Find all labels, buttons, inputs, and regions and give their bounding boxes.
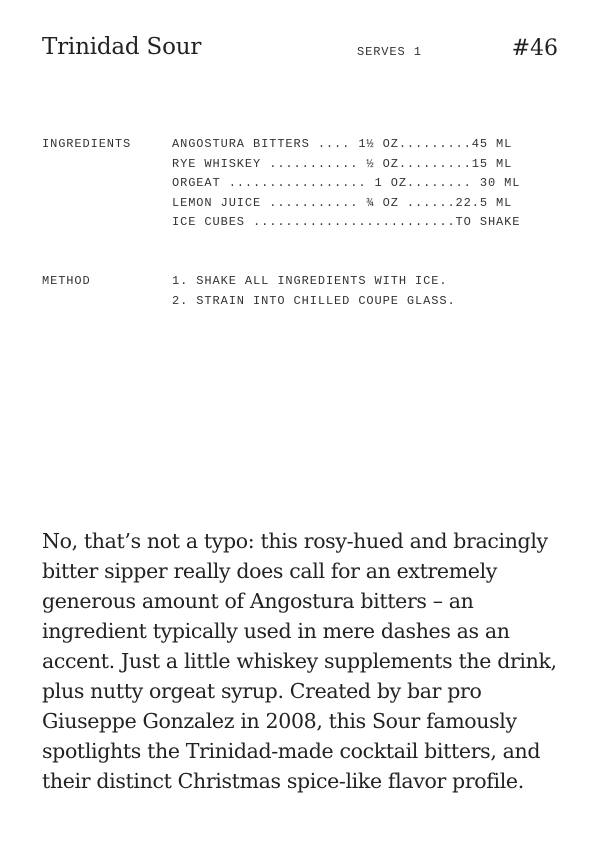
serves-count: SERVES 1 — [357, 45, 422, 59]
ingredient-rye-whiskey: RYE WHISKEY ........... ½ OZ.........15 ML — [172, 156, 513, 171]
ingredient-lemon-juice: LEMON JUICE ........... ¾ OZ ......22.5 ML — [172, 195, 513, 210]
recipe-description: No, that’s not a typo: this rosy-hued and bracingly bitter sipper really does call for an extremely generous amount of Angostura bitters – an ingredient typically used in mere dashes as an accent. Just a little whiskey supplements the drink, plus nutty orgeat syrup. Created by bar pro Giuseppe Gonzalez in 2008, this Sour famously spotlights the Trinidad-made cocktail bitters, and their distinct Christmas spice-like flavor profile. — [42, 529, 557, 793]
ingredients-list — [172, 137, 558, 235]
recipe-title: Trinidad Sour — [42, 34, 202, 60]
ingredients-label: INGREDIENTS — [42, 137, 132, 151]
recipe-number: #46 — [511, 36, 558, 61]
ingredient-ice-cubes: ICE CUBES .........................TO SHAKE — [172, 215, 521, 230]
method-step: 1. SHAKE ALL INGREDIENTS WITH ICE. — [172, 274, 448, 288]
method-steps — [172, 274, 558, 313]
method-label: METHOD — [42, 274, 91, 288]
ingredient-angostura-bitters: ANGOSTURA BITTERS .... 1½ OZ.........45 ML — [172, 137, 513, 151]
method-step: 2. STRAIN INTO CHILLED COUPE GLASS. — [172, 293, 456, 308]
ingredient-orgeat: ORGEAT ................. 1 OZ........ 30 ML — [172, 176, 521, 191]
